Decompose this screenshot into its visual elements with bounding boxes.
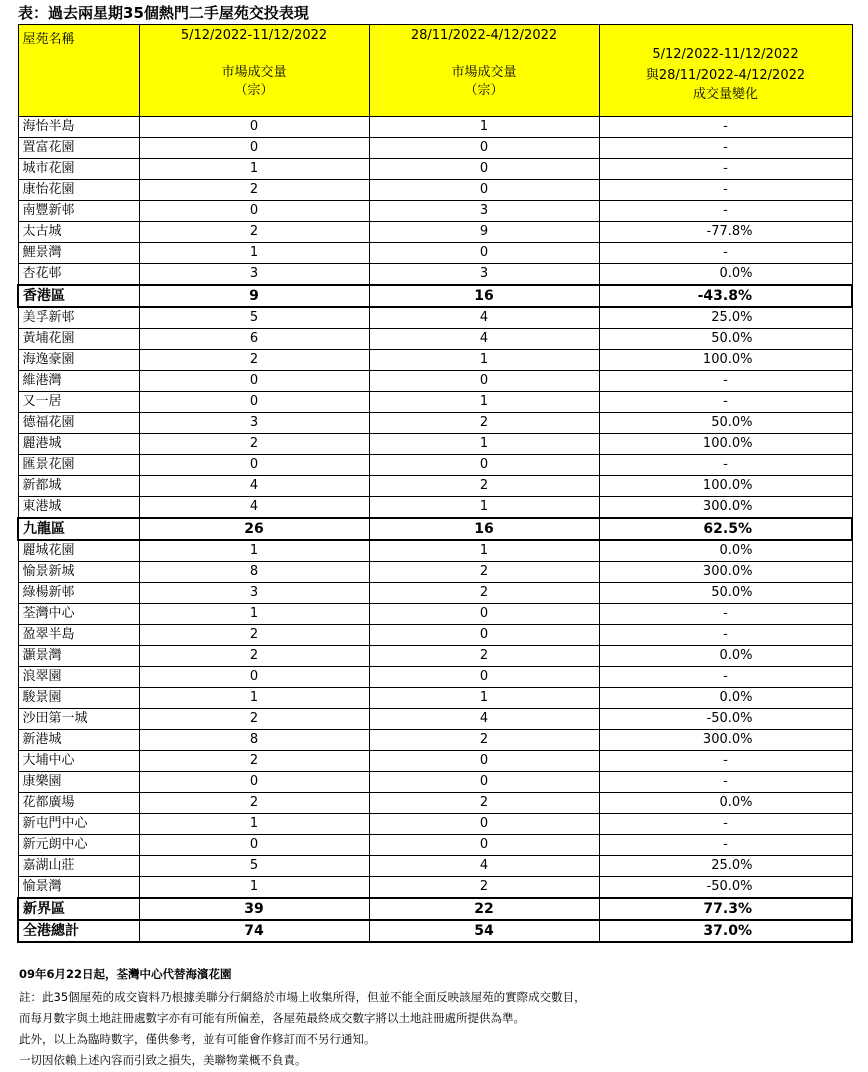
header-change bbox=[599, 25, 852, 117]
estate-name-cell: 大埔中心 bbox=[18, 751, 139, 772]
period2-volume-cell: 3 bbox=[369, 201, 599, 222]
period1-volume-cell: 0 bbox=[139, 117, 369, 138]
change-cell: - bbox=[599, 814, 852, 835]
change-cell: - bbox=[599, 772, 852, 793]
table-row bbox=[18, 856, 852, 877]
estate-name-cell: 東港城 bbox=[18, 497, 139, 519]
table-row bbox=[18, 667, 852, 688]
period2-volume-cell: 2 bbox=[369, 877, 599, 899]
period1-volume-cell: 3 bbox=[139, 413, 369, 434]
note-disclaimer-3: 此外，以上為臨時數字，僅供參考，並有可能會作修訂而不另行通知。 bbox=[19, 1032, 376, 1046]
period1-volume-cell: 1 bbox=[139, 688, 369, 709]
table-row bbox=[18, 604, 852, 625]
table-row bbox=[18, 688, 852, 709]
period2-volume-cell: 0 bbox=[369, 371, 599, 392]
period1-volume-cell: 2 bbox=[139, 222, 369, 243]
period2-volume-cell: 0 bbox=[369, 604, 599, 625]
period2-volume-cell: 22 bbox=[369, 898, 599, 920]
period2-volume-cell: 0 bbox=[369, 814, 599, 835]
estate-name-cell: 花都廣場 bbox=[18, 793, 139, 814]
change-cell: - bbox=[599, 667, 852, 688]
period2-volume-cell: 1 bbox=[369, 350, 599, 371]
period1-volume-cell: 0 bbox=[139, 371, 369, 392]
table-row bbox=[18, 476, 852, 497]
table-row bbox=[18, 243, 852, 264]
change-cell: 25.0% bbox=[599, 307, 852, 329]
transactions-table bbox=[17, 24, 853, 943]
change-cell: - bbox=[599, 201, 852, 222]
period2-volume-cell: 4 bbox=[369, 307, 599, 329]
period1-volume-cell: 1 bbox=[139, 540, 369, 562]
table-row bbox=[18, 138, 852, 159]
change-cell: 0.0% bbox=[599, 688, 852, 709]
estate-name-cell: 海怡半島 bbox=[18, 117, 139, 138]
period1-volume-cell: 0 bbox=[139, 392, 369, 413]
table-row bbox=[18, 455, 852, 476]
estate-name-cell: 德福花園 bbox=[18, 413, 139, 434]
table-row bbox=[18, 159, 852, 180]
estate-name-cell: 城市花園 bbox=[18, 159, 139, 180]
change-cell: - bbox=[599, 625, 852, 646]
change-cell: 0.0% bbox=[599, 264, 852, 286]
estate-name-cell: 麗港城 bbox=[18, 434, 139, 455]
period2-volume-cell: 16 bbox=[369, 285, 599, 307]
subtotal-row bbox=[18, 898, 852, 920]
period2-volume-cell: 1 bbox=[369, 392, 599, 413]
estate-name-cell: 愉景灣 bbox=[18, 877, 139, 899]
period2-volume-cell: 2 bbox=[369, 476, 599, 497]
estate-name-cell: 麗城花園 bbox=[18, 540, 139, 562]
estate-name-cell: 南豐新邨 bbox=[18, 201, 139, 222]
header-period2 bbox=[369, 25, 599, 117]
period2-volume-cell: 4 bbox=[369, 709, 599, 730]
period1-volume-cell: 2 bbox=[139, 709, 369, 730]
header-period2-dates: 28/11/2022-4/12/2022 bbox=[410, 28, 558, 43]
table-row bbox=[18, 646, 852, 667]
table-row bbox=[18, 540, 852, 562]
table-row bbox=[18, 350, 852, 371]
period1-volume-cell: 1 bbox=[139, 814, 369, 835]
estate-name-cell: 九龍區 bbox=[18, 518, 139, 540]
change-cell: -50.0% bbox=[599, 877, 852, 899]
change-cell: - bbox=[599, 117, 852, 138]
period2-volume-cell: 2 bbox=[369, 793, 599, 814]
change-cell: 25.0% bbox=[599, 856, 852, 877]
period2-volume-cell: 3 bbox=[369, 264, 599, 286]
estate-name-cell: 香港區 bbox=[18, 285, 139, 307]
estate-name-cell: 新都城 bbox=[18, 476, 139, 497]
period2-volume-cell: 0 bbox=[369, 243, 599, 264]
estate-name-cell: 愉景新城 bbox=[18, 562, 139, 583]
table-row bbox=[18, 180, 852, 201]
period1-volume-cell: 5 bbox=[139, 307, 369, 329]
period1-volume-cell: 1 bbox=[139, 159, 369, 180]
period1-volume-cell: 5 bbox=[139, 856, 369, 877]
period1-volume-cell: 2 bbox=[139, 793, 369, 814]
estate-name-cell: 新屯門中心 bbox=[18, 814, 139, 835]
period2-volume-cell: 16 bbox=[369, 518, 599, 540]
header-change-line3: 成交量變化 bbox=[692, 87, 758, 102]
estate-name-cell: 荃灣中心 bbox=[18, 604, 139, 625]
estate-name-cell: 新港城 bbox=[18, 730, 139, 751]
change-cell: 50.0% bbox=[599, 583, 852, 604]
change-cell: - bbox=[599, 159, 852, 180]
change-cell: 300.0% bbox=[599, 730, 852, 751]
change-cell: 62.5% bbox=[599, 518, 852, 540]
period2-volume-cell: 0 bbox=[369, 835, 599, 856]
table-row bbox=[18, 793, 852, 814]
period1-volume-cell: 3 bbox=[139, 583, 369, 604]
header-period1-unit: （宗） bbox=[234, 83, 274, 98]
change-cell: - bbox=[599, 243, 852, 264]
table-row bbox=[18, 730, 852, 751]
table-row bbox=[18, 814, 852, 835]
estate-name-cell: 沙田第一城 bbox=[18, 709, 139, 730]
header-period1-volume: 市場成交量 bbox=[221, 65, 287, 80]
change-cell: 37.0% bbox=[599, 920, 852, 942]
table-row bbox=[18, 392, 852, 413]
period2-volume-cell: 4 bbox=[369, 329, 599, 350]
note-replacement: 09年6月22日起，荃灣中心代替海濱花園 bbox=[19, 967, 232, 981]
change-cell: 0.0% bbox=[599, 646, 852, 667]
estate-name-cell: 浪翠園 bbox=[18, 667, 139, 688]
period1-volume-cell: 39 bbox=[139, 898, 369, 920]
estate-name-cell: 駿景園 bbox=[18, 688, 139, 709]
table-row bbox=[18, 307, 852, 329]
change-cell: 300.0% bbox=[599, 497, 852, 519]
estate-name-cell: 盈翠半島 bbox=[18, 625, 139, 646]
period1-volume-cell: 4 bbox=[139, 497, 369, 519]
period2-volume-cell: 0 bbox=[369, 625, 599, 646]
subtotal-row bbox=[18, 285, 852, 307]
table-row bbox=[18, 434, 852, 455]
estate-name-cell: 置富花園 bbox=[18, 138, 139, 159]
change-cell: 50.0% bbox=[599, 329, 852, 350]
table-row bbox=[18, 583, 852, 604]
period1-volume-cell: 2 bbox=[139, 350, 369, 371]
period2-volume-cell: 0 bbox=[369, 159, 599, 180]
period2-volume-cell: 0 bbox=[369, 751, 599, 772]
header-period2-volume: 市場成交量 bbox=[451, 65, 517, 80]
period2-volume-cell: 0 bbox=[369, 180, 599, 201]
period1-volume-cell: 0 bbox=[139, 455, 369, 476]
period1-volume-cell: 0 bbox=[139, 138, 369, 159]
period2-volume-cell: 2 bbox=[369, 583, 599, 604]
change-cell: -50.0% bbox=[599, 709, 852, 730]
period1-volume-cell: 1 bbox=[139, 604, 369, 625]
table-row bbox=[18, 201, 852, 222]
period2-volume-cell: 2 bbox=[369, 730, 599, 751]
period1-volume-cell: 2 bbox=[139, 180, 369, 201]
period2-volume-cell: 1 bbox=[369, 688, 599, 709]
period1-volume-cell: 2 bbox=[139, 434, 369, 455]
period2-volume-cell: 2 bbox=[369, 562, 599, 583]
table-row bbox=[18, 772, 852, 793]
table-row bbox=[18, 413, 852, 434]
header-change-line1: 5/12/2022-11/12/2022 bbox=[652, 47, 799, 62]
period1-volume-cell: 9 bbox=[139, 285, 369, 307]
change-cell: -77.8% bbox=[599, 222, 852, 243]
table-row bbox=[18, 709, 852, 730]
period1-volume-cell: 0 bbox=[139, 201, 369, 222]
table-row bbox=[18, 835, 852, 856]
table-row bbox=[18, 877, 852, 899]
header-change-line2: 與28/11/2022-4/12/2022 bbox=[645, 68, 806, 83]
table-title: 表：過去兩星期35個熱門二手屋苑交投表現 bbox=[18, 4, 309, 22]
table-row bbox=[18, 751, 852, 772]
period2-volume-cell: 0 bbox=[369, 667, 599, 688]
change-cell: 50.0% bbox=[599, 413, 852, 434]
subtotal-row bbox=[18, 518, 852, 540]
change-cell: - bbox=[599, 455, 852, 476]
table-row bbox=[18, 625, 852, 646]
header-row bbox=[18, 25, 852, 117]
period2-volume-cell: 9 bbox=[369, 222, 599, 243]
period2-volume-cell: 0 bbox=[369, 455, 599, 476]
period2-volume-cell: 2 bbox=[369, 413, 599, 434]
change-cell: - bbox=[599, 835, 852, 856]
period2-volume-cell: 54 bbox=[369, 920, 599, 942]
period1-volume-cell: 1 bbox=[139, 243, 369, 264]
note-disclaimer-4: 一切因依賴上述內容而引致之損失，美聯物業概不負責。 bbox=[19, 1053, 307, 1067]
period2-volume-cell: 1 bbox=[369, 117, 599, 138]
table-row bbox=[18, 497, 852, 519]
period1-volume-cell: 8 bbox=[139, 562, 369, 583]
period1-volume-cell: 3 bbox=[139, 264, 369, 286]
change-cell: - bbox=[599, 371, 852, 392]
estate-name-cell: 嘉湖山莊 bbox=[18, 856, 139, 877]
estate-name-cell: 新元朗中心 bbox=[18, 835, 139, 856]
note-disclaimer-2: 而每月數字與土地註冊處數字亦有可能有所偏差，各屋苑最終成交數字將以土地註冊處所提供為準。 bbox=[19, 1011, 525, 1025]
period1-volume-cell: 4 bbox=[139, 476, 369, 497]
change-cell: - bbox=[599, 392, 852, 413]
period1-volume-cell: 2 bbox=[139, 646, 369, 667]
header-period2-unit: （宗） bbox=[464, 83, 504, 98]
change-cell: -43.8% bbox=[599, 285, 852, 307]
estate-name-cell: 太古城 bbox=[18, 222, 139, 243]
estate-name-cell: 灝景灣 bbox=[18, 646, 139, 667]
change-cell: - bbox=[599, 751, 852, 772]
note-disclaimer-1: 註：此35個屋苑的成交資料乃根據美聯分行網絡於市場上收集所得，但並不能全面反映該屋苑的實際成交數目， bbox=[19, 990, 586, 1004]
change-cell: 100.0% bbox=[599, 350, 852, 371]
period1-volume-cell: 0 bbox=[139, 835, 369, 856]
period1-volume-cell: 8 bbox=[139, 730, 369, 751]
table-row bbox=[18, 562, 852, 583]
estate-name-cell: 匯景花園 bbox=[18, 455, 139, 476]
footnotes bbox=[19, 964, 586, 1071]
period1-volume-cell: 2 bbox=[139, 751, 369, 772]
change-cell: 0.0% bbox=[599, 793, 852, 814]
table-row bbox=[18, 371, 852, 392]
change-cell: 0.0% bbox=[599, 540, 852, 562]
estate-name-cell: 杏花邨 bbox=[18, 264, 139, 286]
estate-name-cell: 康樂園 bbox=[18, 772, 139, 793]
estate-name-cell: 海逸豪園 bbox=[18, 350, 139, 371]
table-row bbox=[18, 117, 852, 138]
subtotal-row bbox=[18, 920, 852, 942]
change-cell: - bbox=[599, 604, 852, 625]
estate-name-cell: 新界區 bbox=[18, 898, 139, 920]
period2-volume-cell: 1 bbox=[369, 434, 599, 455]
period1-volume-cell: 0 bbox=[139, 667, 369, 688]
period2-volume-cell: 1 bbox=[369, 497, 599, 519]
change-cell: - bbox=[599, 180, 852, 201]
estate-name-cell: 康怡花園 bbox=[18, 180, 139, 201]
period1-volume-cell: 74 bbox=[139, 920, 369, 942]
table-row bbox=[18, 329, 852, 350]
change-cell: 100.0% bbox=[599, 434, 852, 455]
period2-volume-cell: 0 bbox=[369, 772, 599, 793]
estate-name-cell: 美孚新邨 bbox=[18, 307, 139, 329]
estate-name-cell: 維港灣 bbox=[18, 371, 139, 392]
estate-name-cell: 鯉景灣 bbox=[18, 243, 139, 264]
period1-volume-cell: 0 bbox=[139, 772, 369, 793]
estate-name-cell: 黃埔花園 bbox=[18, 329, 139, 350]
estate-name-cell: 又一居 bbox=[18, 392, 139, 413]
change-cell: 100.0% bbox=[599, 476, 852, 497]
period1-volume-cell: 1 bbox=[139, 877, 369, 899]
period1-volume-cell: 6 bbox=[139, 329, 369, 350]
estate-name-cell: 全港總計 bbox=[18, 920, 139, 942]
period2-volume-cell: 2 bbox=[369, 646, 599, 667]
estate-name-cell: 綠楊新邨 bbox=[18, 583, 139, 604]
table-row bbox=[18, 264, 852, 286]
header-period1 bbox=[139, 25, 369, 117]
period2-volume-cell: 1 bbox=[369, 540, 599, 562]
period2-volume-cell: 4 bbox=[369, 856, 599, 877]
change-cell: 300.0% bbox=[599, 562, 852, 583]
change-cell: - bbox=[599, 138, 852, 159]
period1-volume-cell: 26 bbox=[139, 518, 369, 540]
change-cell: 77.3% bbox=[599, 898, 852, 920]
table-body bbox=[18, 117, 852, 943]
period2-volume-cell: 0 bbox=[369, 138, 599, 159]
header-estate-name: 屋苑名稱 bbox=[18, 25, 139, 117]
table-row bbox=[18, 222, 852, 243]
period1-volume-cell: 2 bbox=[139, 625, 369, 646]
header-period1-dates: 5/12/2022-11/12/2022 bbox=[180, 28, 328, 43]
